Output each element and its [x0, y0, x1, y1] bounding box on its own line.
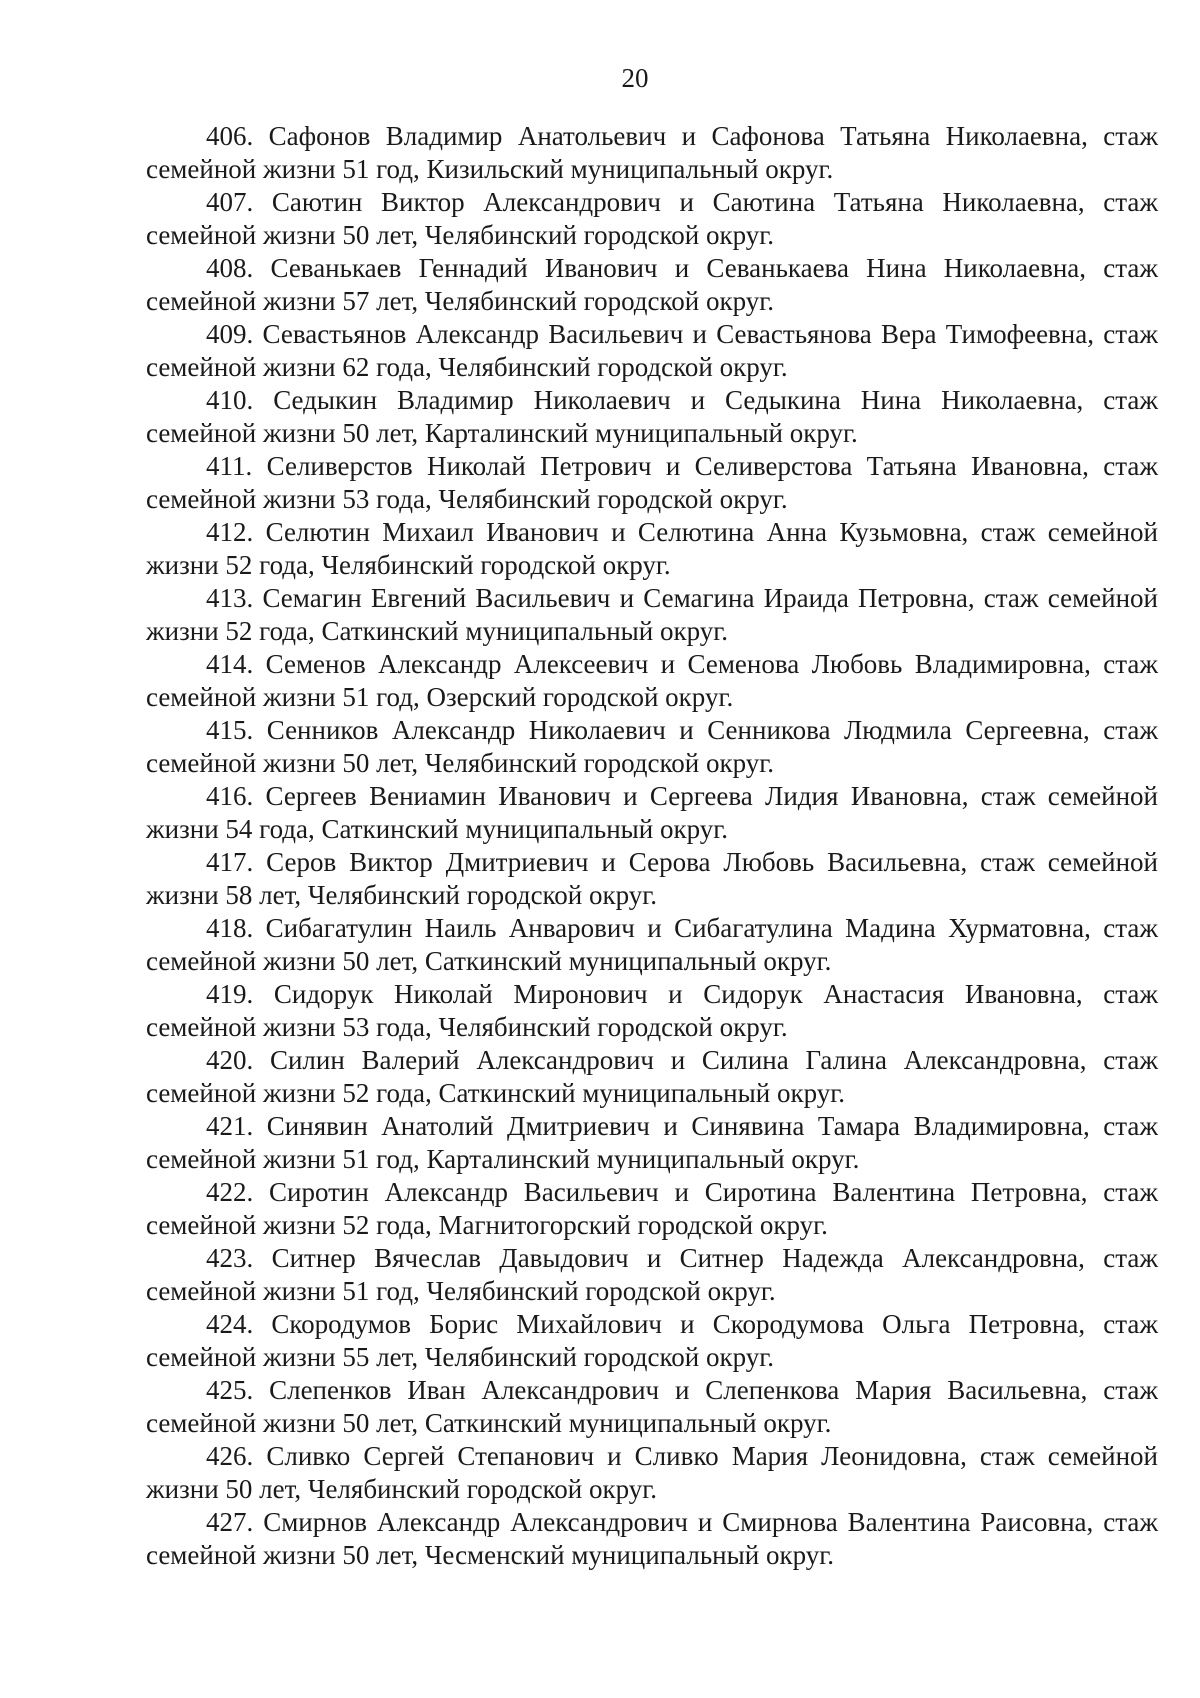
list-item: 422. Сиротин Александр Васильевич и Сиротина Валентина Петровна, стаж семейной жизни 52 года, Магнитогорский городской округ.: [146, 1177, 1158, 1240]
list-item: 410. Седыкин Владимир Николаевич и Седыкина Нина Николаевна, стаж семейной жизни 50 лет, Карталинский муниципальный округ.: [146, 385, 1158, 448]
list-item: 416. Сергеев Вениамин Иванович и Сергеева Лидия Ивановна, стаж семейной жизни 54 года, Саткинский муниципальный округ.: [146, 781, 1158, 844]
list-item: 407. Саютин Виктор Александрович и Саютина Татьяна Николаевна, стаж семейной жизни 50 лет, Челябинский городской округ.: [146, 187, 1158, 250]
list-item: 426. Сливко Сергей Степанович и Сливко Мария Леонидовна, стаж семейной жизни 50 лет, Челябинский городской округ.: [146, 1441, 1158, 1504]
list-item: 417. Серов Виктор Дмитриевич и Серова Любовь Васильевна, стаж семейной жизни 58 лет, Челябинский городской округ.: [146, 847, 1158, 910]
list-item: 421. Синявин Анатолий Дмитриевич и Синявина Тамара Владимировна, стаж семейной жизни 51 год, Карталинский муниципальный округ.: [146, 1111, 1158, 1174]
list-item: 413. Семагин Евгений Васильевич и Семагина Ираида Петровна, стаж семейной жизни 52 года, Саткинский муниципальный округ.: [146, 583, 1158, 646]
list-item: 425. Слепенков Иван Александрович и Слепенкова Мария Васильевна, стаж семейной жизни 50 лет, Саткинский муниципальный округ.: [146, 1375, 1158, 1438]
list-item: 424. Скородумов Борис Михайлович и Скородумова Ольга Петровна, стаж семейной жизни 55 лет, Челябинский городской округ.: [146, 1309, 1158, 1372]
list-item: 406. Сафонов Владимир Анатольевич и Сафонова Татьяна Николаевна, стаж семейной жизни 51 год, Кизильский муниципальный округ.: [146, 121, 1158, 184]
list-item: 420. Силин Валерий Александрович и Силина Галина Александровна, стаж семейной жизни 52 года, Саткинский муниципальный округ.: [146, 1045, 1158, 1108]
list-item: 411. Селиверстов Николай Петрович и Селиверстова Татьяна Ивановна, стаж семейной жизни 53 года, Челябинский городской округ.: [146, 451, 1158, 514]
list-item: 419. Сидорук Николай Миронович и Сидорук Анастасия Ивановна, стаж семейной жизни 53 года, Челябинский городской округ.: [146, 979, 1158, 1042]
list-item: 418. Сибагатулин Наиль Анварович и Сибагатулина Мадина Хурматовна, стаж семейной жизни 50 лет, Саткинский муниципальный округ.: [146, 913, 1158, 976]
page-number: 20: [621, 63, 649, 93]
list-item: 427. Смирнов Александр Александрович и Смирнова Валентина Раисовна, стаж семейной жизни 50 лет, Чесменский муниципальный округ.: [146, 1507, 1158, 1570]
list-item: 408. Севанькаев Геннадий Иванович и Севанькаева Нина Николаевна, стаж семейной жизни 57 лет, Челябинский городской округ.: [146, 253, 1158, 316]
list-item: 412. Селютин Михаил Иванович и Селютина Анна Кузьмовна, стаж семейной жизни 52 года, Челябинский городской округ.: [146, 517, 1158, 580]
entry-list: [146, 120, 1158, 1572]
list-item: 414. Семенов Александр Алексеевич и Семенова Любовь Владимировна, стаж семейной жизни 51 год, Озерский городской округ.: [146, 649, 1158, 712]
list-item: 423. Ситнер Вячеслав Давыдович и Ситнер Надежда Александровна, стаж семейной жизни 51 год, Челябинский городской округ.: [146, 1243, 1158, 1306]
list-item: 409. Севастьянов Александр Васильевич и Севастьянова Вера Тимофеевна, стаж семейной жизни 62 года, Челябинский городской округ.: [146, 319, 1158, 382]
list-item: 415. Сенников Александр Николаевич и Сенникова Людмила Сергеевна, стаж семейной жизни 50 лет, Челябинский городской округ.: [146, 715, 1158, 778]
